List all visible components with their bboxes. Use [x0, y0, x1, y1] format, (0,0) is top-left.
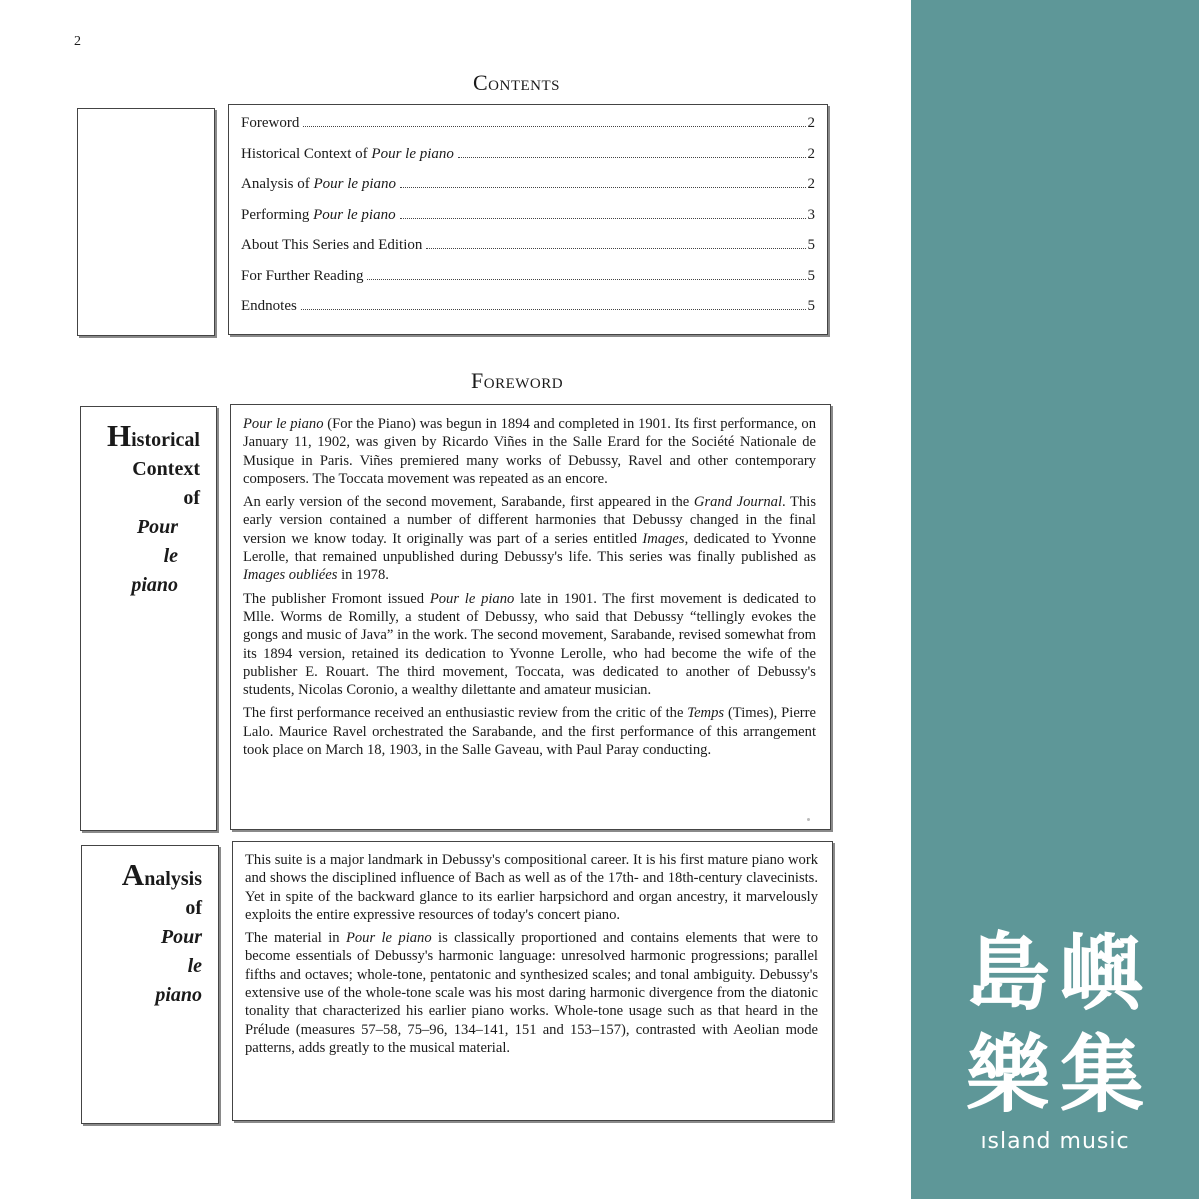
toc-entry-page: 5	[807, 267, 815, 284]
toc-entry-further-reading[interactable]	[241, 268, 815, 299]
toc-entry-page: 5	[807, 298, 815, 314]
historical-context-text	[230, 404, 831, 830]
label-line: of	[185, 897, 202, 919]
label-line: piano	[131, 574, 178, 596]
label-line: of	[183, 487, 200, 509]
logo-char: 島	[965, 924, 1050, 1022]
page-number: 2	[74, 34, 81, 49]
toc-entry-title: Performing Pour le piano	[241, 206, 396, 223]
table-of-contents	[228, 104, 828, 335]
toc-entry-page: 5	[807, 237, 815, 253]
toc-entry-title: About This Series and Edition	[241, 237, 423, 253]
analysis-label	[81, 845, 219, 1124]
logo-char: 集	[1059, 1026, 1144, 1124]
foreword-heading: Foreword	[471, 368, 564, 393]
paragraph: This suite is a major landmark in Debussy's compositional career. It is his first mature piano work and shows the disciplined influence of Bach as well as of the 17th- and 18th-century clavecinists. Yet in spite of the backward glance to its earlier harpsichord and organ ancestry, it marvelously exploits the entire expressive resources of today's concert piano.	[245, 852, 818, 923]
toc-entry-performing[interactable]	[241, 207, 815, 238]
toc-entry-foreword[interactable]	[241, 115, 815, 146]
paragraph: An early version of the second movement, Sarabande, first appeared in the Grand Journal. This early version contained a number of different harmonies that Debussy changed in the final version we know today. It originally was part of a series entitled Images, dedicated to Yvonne Lerolle, that remained unpublished during Debussy's life. This series was finally published as Images oubliées in 1978.	[243, 494, 816, 584]
island-music-logo	[960, 925, 1150, 1155]
toc-entry-title: Endnotes	[241, 298, 297, 314]
label-line: Pour	[136, 516, 178, 538]
toc-entry-about-series[interactable]	[241, 237, 815, 268]
contents-side-box	[77, 108, 215, 336]
toc-entry-title: Historical Context of Pour le piano	[241, 145, 454, 162]
label-line: le	[187, 955, 202, 977]
toc-entry-historical-context[interactable]	[241, 146, 815, 177]
toc-entry-analysis[interactable]	[241, 176, 815, 207]
label-line: piano	[155, 984, 202, 1006]
toc-leader-dots	[458, 157, 806, 158]
toc-entry-page: 3	[807, 206, 815, 223]
toc-entry-page: 2	[807, 145, 815, 162]
label-line: Historical	[107, 418, 200, 453]
toc-leader-dots	[301, 309, 806, 310]
scan-dot	[807, 818, 810, 821]
label-line: Context	[132, 458, 200, 480]
historical-context-label	[80, 406, 217, 831]
toc-entry-page: 2	[807, 115, 815, 131]
logo-char: 樂	[965, 1026, 1050, 1124]
label-line: le	[163, 545, 178, 567]
analysis-text	[232, 841, 833, 1121]
toc-entry-title: Foreword	[241, 115, 300, 131]
toc-entry-endnotes[interactable]	[241, 298, 815, 329]
toc-leader-dots	[400, 218, 806, 219]
toc-list	[241, 115, 815, 329]
toc-leader-dots	[400, 187, 806, 188]
logo-char: 嶼	[1059, 924, 1144, 1022]
paragraph: The first performance received an enthusiastic review from the critic of the Temps (Times), Pierre Lalo. Maurice Ravel orchestrated the Sarabande, and the first performance of this arrangement took place on March 18, 1903, in the Salle Gaveau, with Paul Paray conducting.	[243, 705, 816, 759]
toc-leader-dots	[426, 248, 805, 249]
toc-entry-title: For Further Reading	[241, 267, 364, 284]
logo-caption: ısland music	[980, 1129, 1130, 1154]
toc-leader-dots	[367, 279, 805, 280]
paragraph: The publisher Fromont issued Pour le piano late in 1901. The first movement is dedicated to Mlle. Worms de Romilly, a student of Debussy, who said that Debussy “tellingly evokes the gongs and music of Java” in the work. The second movement, Sarabande, revised somewhat from its 1894 version, retained its dedication to Yvonne Lerolle, who had become the wife of the publisher E. Rouart. The third movement, Toccata, was dedicated to another of Debussy's students, Nicolas Coronio, a wealthy dilettante and amateur musician.	[243, 590, 816, 699]
toc-entry-title: Analysis of Pour le piano	[241, 176, 396, 192]
contents-heading: Contents	[473, 70, 561, 95]
label-line: Pour	[160, 926, 202, 948]
paragraph: The material in Pour le piano is classically proportioned and contains elements that were to become essentials of Debussy's harmonic language: unresolved harmonic progressions; parallel fifths and octaves; whole-tone, pentatonic and synthesized scales; and tonal ambiguity. Debussy's extensive use of the whole-tone scale was his most daring harmonic divergence from the diatonic tonality that characterized his earlier piano works. Whole-tone usage such as that heard in the Prélude (measures 57–58, 75–96, 134–141, 151 and 153–157), contrasted with Aeolian mode patterns, adds greatly to the musical material.	[245, 930, 819, 1056]
toc-entry-page: 2	[807, 176, 815, 192]
label-line: Analysis	[121, 857, 202, 892]
logo-characters	[960, 925, 1150, 1123]
toc-leader-dots	[303, 126, 805, 127]
paragraph: Pour le piano (For the Piano) was begun in 1894 and completed in 1901. Its first performance, on January 11, 1902, was given by Ricardo Viñes in the Salle Erard for the Société Nationale de Musique in Paris. Viñes premiered many works of Debussy, Ravel and other contemporary composers. The Toccata movement was repeated as an encore.	[243, 416, 817, 487]
